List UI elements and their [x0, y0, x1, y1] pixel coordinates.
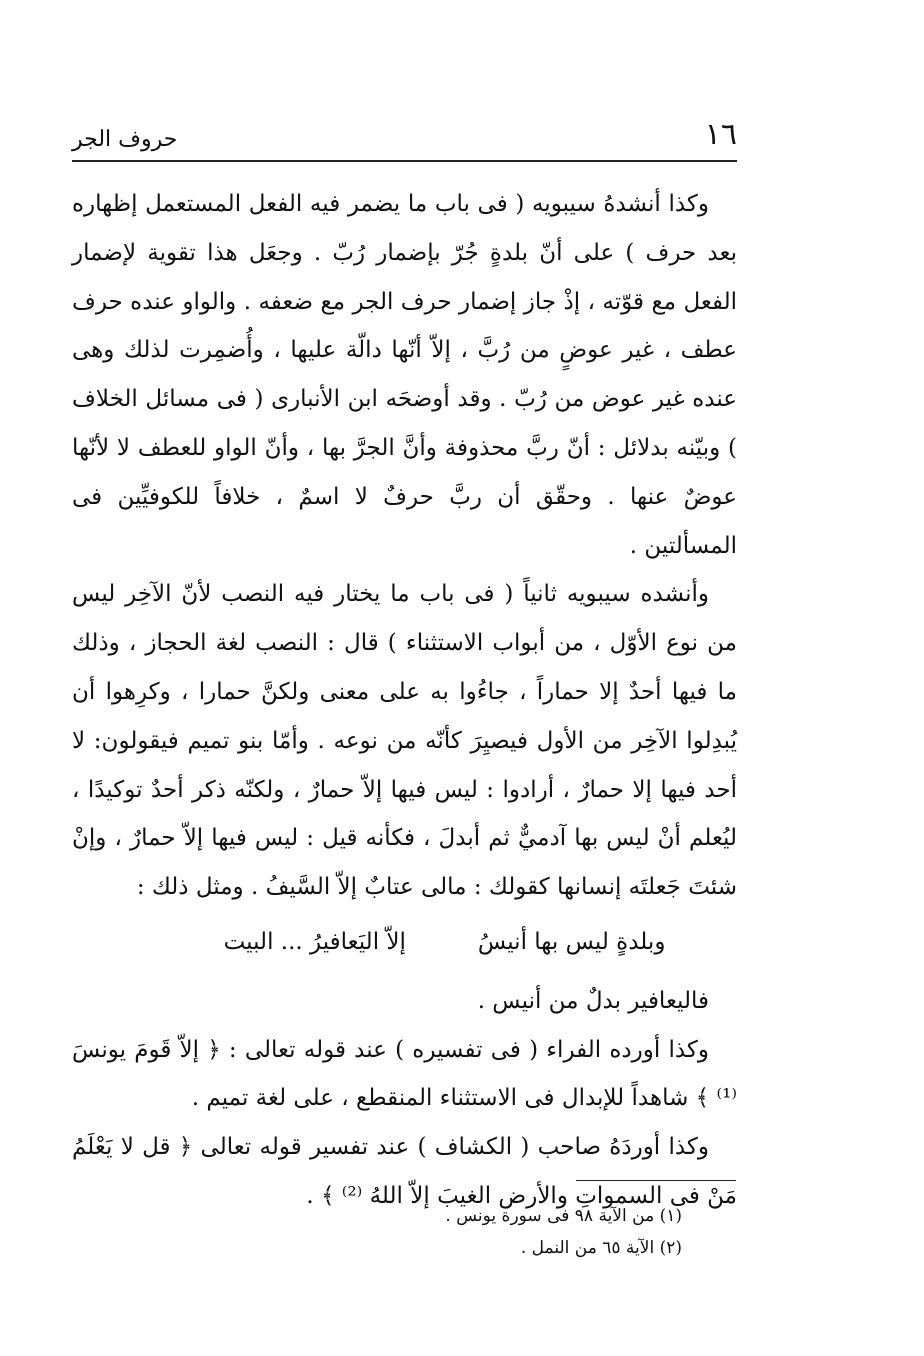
main-text [72, 180, 737, 1221]
verse-hemistich-2: إلاّ اليَعافيرُ ... البيت [223, 928, 406, 955]
running-title: حروف الجر [72, 127, 178, 152]
paragraph-4: وكذا أوردَهُ صاحب ( الكشاف ) عند تفسير قوله تعالى ﴿ قل لا يَعْلَمُ مَنْ فى السمواتِ والأرض الغيبَ إلاّ اللهُ ⁽²⁾ ﴾ . [72, 1134, 737, 1209]
footnote-1: (١) من الآية ٩٨ فى سورة يونس . [445, 1206, 682, 1226]
after-verse-line: فاليعافير بدلٌ من أنيس . [477, 987, 709, 1014]
footnote-rule [576, 1180, 736, 1181]
footnote-2: (٢) الآية ٦٥ من النمل . [520, 1238, 682, 1258]
page-number: ١٦ [704, 117, 737, 152]
verse-hemistich-1: وبلدةٍ ليس بها أنيسُ [477, 928, 666, 955]
paragraph-3: وكذا أورده الفراء ( فى تفسيره ) عند قوله تعالى : ﴿ إلاّ قَومَ يونسَ ⁽¹⁾ ﴾ شاهداً للإبدال فى الاستثناء المنقطع ، على لغة تميم . [72, 1036, 737, 1112]
verse-line [72, 918, 737, 967]
header-rule [72, 160, 737, 162]
paragraph-1: وكذا أنشدهُ سيبويه ( فى باب ما يضمر فيه الفعل المستعمل إظهاره بعد حرف ) على أنّ بلدةٍ جُرّ بإضمار رُبّ . وجعَل هذا تقوية لإضمار الفعل مع قوّته ، إذْ جاز إضمار حرف الجر مع ضعفه . والواو عنده حرف عطف ، غير عوضٍ من رُبَّ ، إلاّ أنّها دالّة عليها ، وأُضمِرت لذلك وهى عنده غير عوض من رُبّ . وقد أوضحَه ابن الأنبارى ( فى مسائل الخلاف ) وبيّنه بدلائل : أنّ ربَّ محذوفة وأنَّ الجرَّ بها ، وأنّ الواو للعطف لا لأنّها عوضٌ عنها . وحقّق أن ربَّ حرفٌ لا اسمٌ ، خلافاً للكوفيِّين فى المسألتين . [72, 191, 737, 559]
paragraph-2: وأنشده سيبويه ثانياً ( فى باب ما يختار فيه النصب لأنّ الآخِر ليس من نوع الأوّل ، من أبواب الاستثناء ) قال : النصب لغة الحجاز ، وذلك ما فيها أحدٌ إلا حماراً ، جاءُوا به على معنى ولكنَّ حمارا ، وكرِهوا أن يُبدِلوا الآخِر من الأول فيصيِرَ كأنّه من نوعه . وأمّا بنو تميم فيقولون: لا أحد فيها إلا حمارٌ ، أرادوا : ليس فيها إلاّ حمارٌ ، ولكنّه ذكر أحدٌ توكيدًا ، ليُعلم أنْ ليس بها آدميٌّ ثم أبدلَ ، فكأنه قيل : ليس فيها إلاّ حمارٌ ، وإنْ شئتَ جَعلتَه إنسانها كقولك : مالى عتابٌ إلاّ السَّيفُ . ومثل ذلك : [72, 581, 737, 901]
footnotes [360, 1200, 682, 1264]
page-header [72, 108, 737, 152]
